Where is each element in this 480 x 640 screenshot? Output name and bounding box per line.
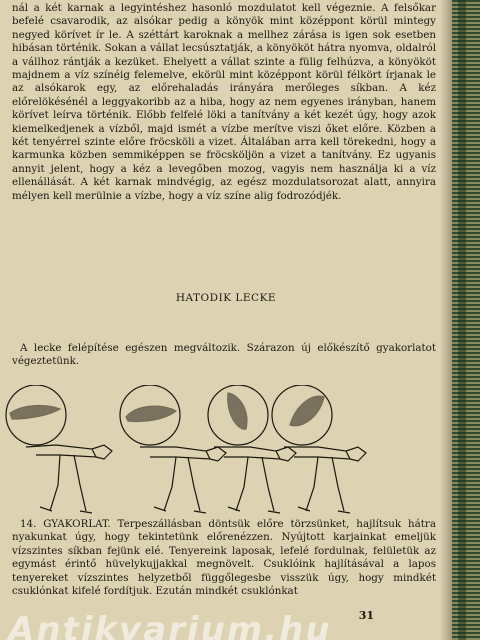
- spine-shadow: [440, 0, 452, 640]
- paragraph-bottom: 14. GYAKORLAT. Terpeszállásban döntsük előre törzsünket, hajlítsuk hátra nyakunkat úgy, hogy tekintetünk előrenézzen. Nyújtott karjainkat emeljük vízszintes síkban fejünk elé. Tenyereink laposak, lefelé fordulnak, felületük az egymást érintő hüvelykujjakkal megnövelt. Csuklóink hajlításával a lapos tenyereket vízszintes helyzetből függőlegesbe visszük úgy, hogy mindkét csuklónkat kifelé fordítjuk. Ezután mindkét csuklónkat: [12, 518, 436, 598]
- lesson-intro: A lecke felépítése egészen megváltozik. Szárazon új előkészítő gyakorlatot végeztetünk.: [12, 342, 436, 368]
- book-cover-edge-shadow: [458, 0, 466, 640]
- watermark: [0, 612, 452, 640]
- book-cover-edge: [452, 0, 480, 640]
- page-number: 31: [358, 609, 374, 622]
- figure-1: [6, 385, 112, 513]
- exercise-illustrations: [0, 385, 452, 515]
- watermark-text: Antikvarium.hu: [8, 610, 332, 640]
- paragraph-top: nál a két karnak a legyintéshez hasonló mozdulatot kell végeznie. A felsőkar befelé csavarodik, az alsókar pedig a könyök mint középpont körül mintegy negyed körívet ír le. A széttárt karoknak a mellhez zárása is igen sok esetben hibásan történik. Sokan a vállat lecsúsztatják, a könyököt hátra nyomva, oldalról a vállhoz rántják a kezüket. Ehelyett a vállat szinte a fülig felhúzva, a könyököt majdnem a víz színéig felemelve, ekörül mint középpont körül félkört írjanak le az alsókarok egy, az előrehaladás irányára merőleges síkban. A kéz előrelökésénél a leggyakoribb az a hiba, hogy az nem egyenes irányban, hanem körívet leírva történik. Előbb felfelé löki a tanítvány a két kezét úgy, hogy azok kiemelkedjenek a vízből, majd ismét a vízbe merítve viszi őket előre. Közben a két tenyérrel szinte előre fröcsköli a vizet. Általában arra kell törekedni, hogy a karmunka közben semmiképpen se fröcsköljön a vizet a tanítvány. Ez ugyanis annyit jelent, hogy a kéz a levegőben mozog, vagyis nem használja ki a víz ellenállását. A két karnak mindvégig, az egész mozdulatsorozat alatt, annyira mélyen kell merülnie a vízbe, hogy a víz színe alig fodrozódjék.: [12, 2, 436, 202]
- figure-4: [272, 385, 366, 513]
- lesson-heading: HATODIK LECKE: [175, 292, 277, 304]
